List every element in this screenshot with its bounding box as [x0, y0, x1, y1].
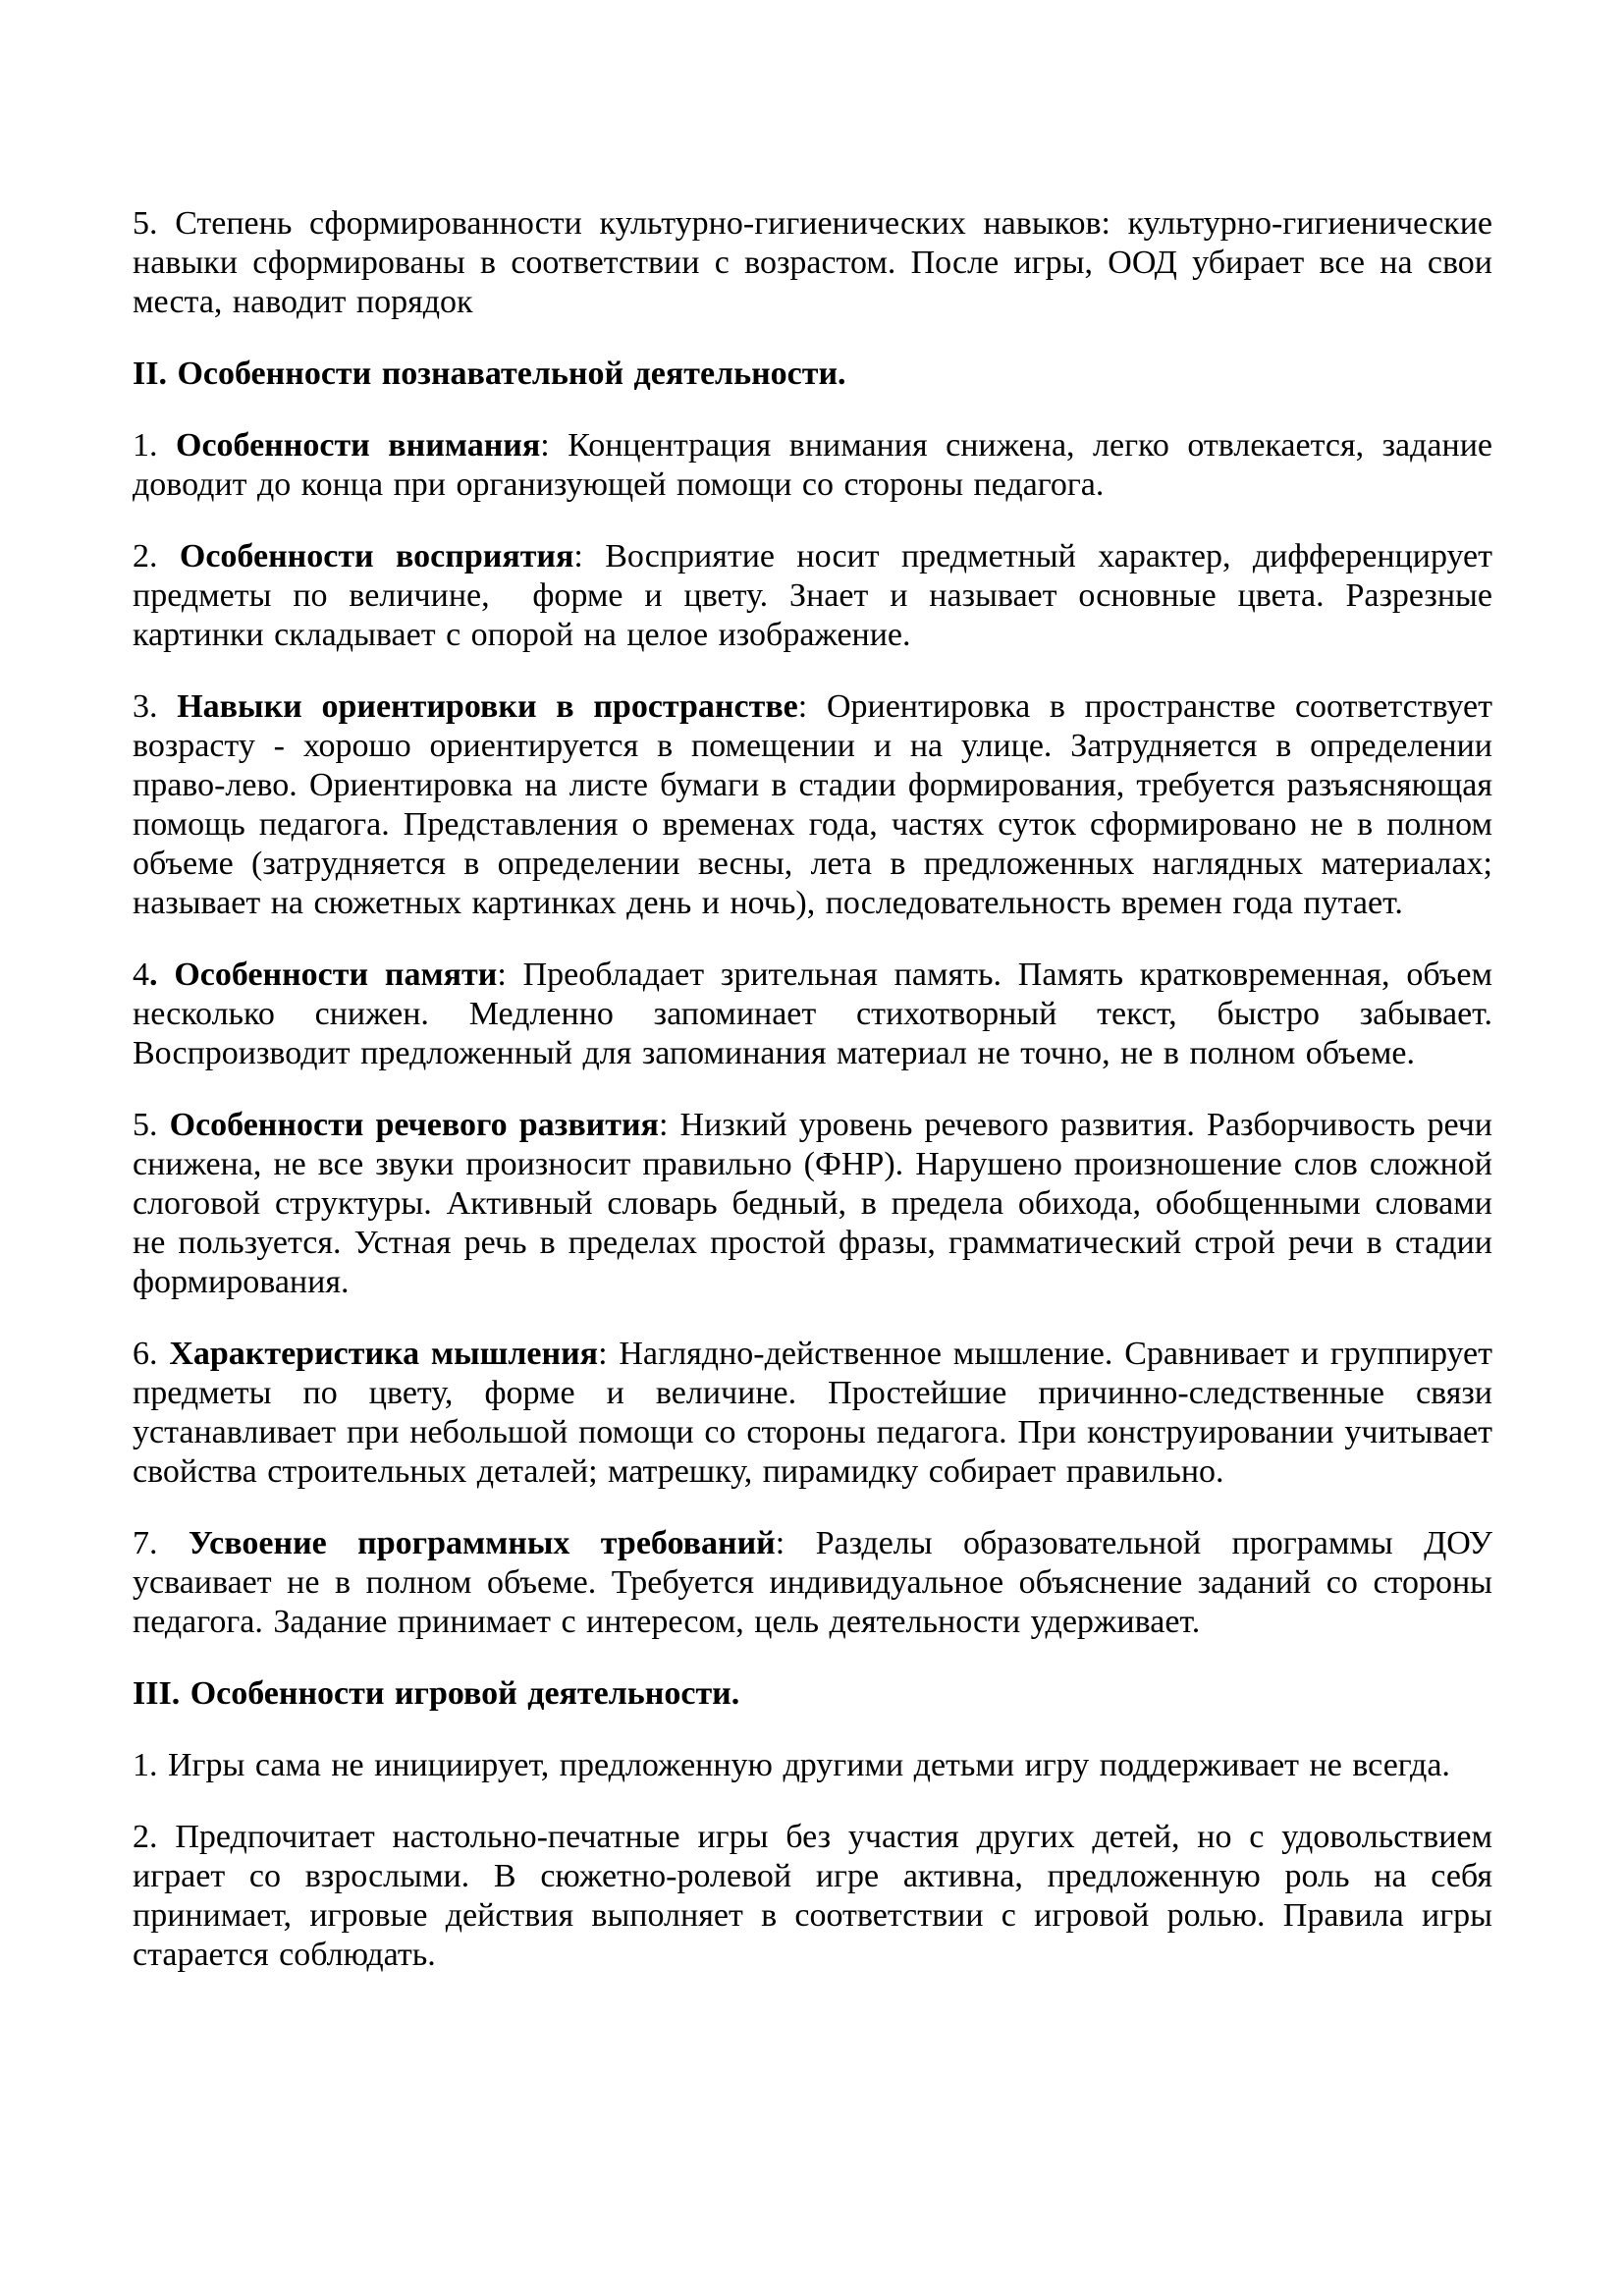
paragraph-speech-development — [133, 1106, 1503, 1302]
para-label: . Особенности памяти — [149, 957, 498, 993]
paragraph-spatial-orientation — [133, 687, 1503, 923]
para-text: : Восприятие носит предметный характер, дифференцирует предметы по величине, форме и цвету. Знает и называет основные цвета. Разрезные картинки складывает с опорой на целое изображение. — [133, 538, 1503, 653]
para-text: Степень сформированности культурно-гигиенических навыков: культурно-гигиенические навыки сформированы в соответствии с возрастом. После игры, ООД убирает все на свои места, наводит порядок — [133, 205, 1503, 320]
paragraph-attention — [133, 426, 1503, 505]
para-text: : Преобладает зрительная память. Память кратковременная, объем несколько снижен. Медленно запоминает стихотворный текст, быстро забывает. Воспроизводит предложенный для запоминания материал не точно, не в полном объеме. — [133, 957, 1503, 1071]
para-label: Навыки ориентировки в пространстве — [177, 688, 798, 725]
paragraph-game-preferences — [133, 1818, 1503, 1975]
paragraph-game-initiation — [133, 1746, 1492, 1785]
para-number: 6. — [133, 1336, 170, 1372]
para-label: Усвоение программных требований — [188, 1525, 776, 1561]
para-label: Особенности восприятия — [179, 538, 574, 574]
paragraph-perception — [133, 537, 1503, 655]
para-text: Предпочитает настольно-печатные игры без участия других детей, но с удовольствием играет со взрослыми. В сюжетно-ролевой игре активна, предложенную роль на себя принимает, игровые действия выполняет в соответствии с игровой ролью. Правила игры старается соблюдать. — [133, 1819, 1503, 1973]
paragraph-culture-hygiene-skills — [133, 204, 1503, 322]
paragraph-thinking — [133, 1335, 1503, 1492]
para-text: : Разделы образовательной программы ДОУ усваивает не в полном объеме. Требуется индивидуальное объяснение заданий со стороны педагога. Задание принимает с интересом, цель деятельности удерживает. — [133, 1525, 1503, 1640]
paragraph-memory — [133, 956, 1503, 1073]
para-text: : Концентрация внимания снижена, легко отвлекается, задание доводит до конца при организующей помощи со стороны педагога. — [133, 427, 1503, 503]
para-number: 1. — [133, 427, 176, 464]
paragraph-program-requirements — [133, 1524, 1503, 1642]
para-number: 2. — [133, 1819, 176, 1855]
section-heading-play-activity: III. Особенности игровой деятельности. — [133, 1675, 740, 1712]
para-number: 1. — [133, 1747, 168, 1783]
para-label: Особенности речевого развития — [169, 1107, 659, 1143]
para-number: 2. — [133, 538, 180, 574]
para-label: Особенности внимания — [176, 427, 541, 464]
para-number: 4 — [133, 957, 149, 993]
section-heading-cognitive-activity: II. Особенности познавательной деятельности. — [133, 355, 846, 392]
para-number: 5. — [133, 1107, 170, 1143]
para-label: Характеристика мышления — [169, 1336, 599, 1372]
para-number: 5. — [133, 205, 176, 242]
para-text: : Низкий уровень речевого развития. Разборчивость речи снижена, не все звуки произносит правильно (ФНР). Нарушено произношение слов сложной слоговой структуры. Активный словарь бедный, в предела обихода, обобщенными словами не пользуется. Устная речь в пределах простой фразы, грамматический строй речи в стадии формирования. — [133, 1107, 1503, 1300]
para-text: : Наглядно-действенное мышление. Сравнивает и группирует предметы по цвету, форме и величине. Простейшие причинно-следственные связи устанавливает при небольшой помощи со стороны педагога. При конструировании учитывает свойства строительных деталей; матрешку, пирамидку собирает правильно. — [133, 1336, 1503, 1490]
para-text: Игры сама не инициирует, предложенную другими детьми игру поддерживает не всегда. — [168, 1747, 1450, 1783]
para-text: : Ориентировка в пространстве соответствует возрасту - хорошо ориентируется в помещении и на улице. Затрудняется в определении право-лево. Ориентировка на листе бумаги в стадии формирования, требуется разъясняющая помощь педагога. Представления о временах года, частях суток сформировано не в полном объеме (затрудняется в определении весны, лета в предложенных наглядных материалах; называет на сюжетных картинках день и ночь), последовательность времен года путает. — [133, 688, 1503, 921]
para-number: 3. — [133, 688, 178, 725]
para-number: 7. — [133, 1525, 189, 1561]
